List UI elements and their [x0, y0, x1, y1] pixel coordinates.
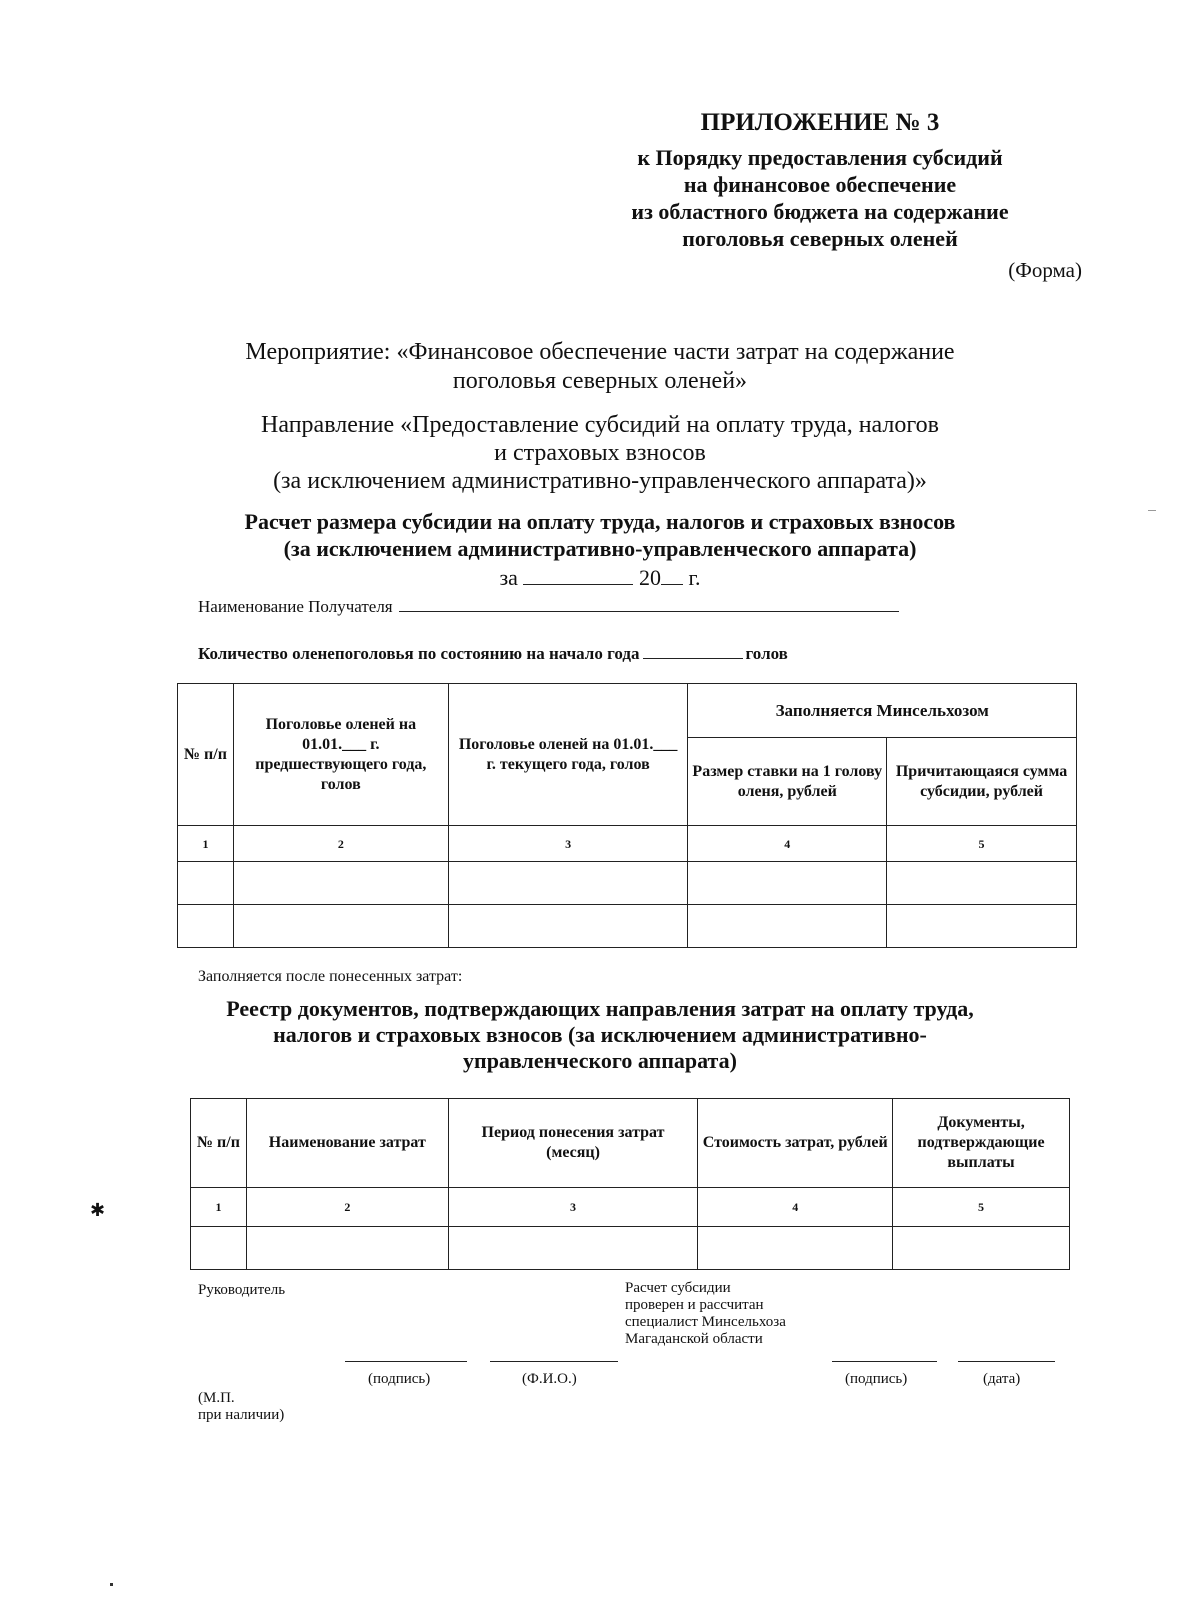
calculation-table [177, 683, 1077, 948]
registry-title [140, 996, 1060, 1074]
table-cell[interactable] [178, 862, 234, 905]
check-line: Расчет субсидии [625, 1280, 731, 1296]
table-cell[interactable] [191, 1227, 247, 1270]
table-cell[interactable] [448, 905, 688, 948]
col-prev-header: Поголовье оленей на 01.01.___ г. предшествующего года, голов [233, 684, 448, 826]
check-line: Магаданской области [625, 1331, 763, 1347]
column-number: 4 [688, 826, 887, 862]
fio-caption: (Ф.И.О.) [522, 1371, 577, 1387]
calculation-title-line: Расчет размера субсидии на оплату труда, налогов и страховых взносов [244, 509, 956, 534]
table-row [178, 905, 1077, 948]
head-label: Руководитель [198, 1282, 286, 1298]
table-cell[interactable] [688, 862, 887, 905]
headcount-unit: голов [745, 644, 788, 663]
period-prefix: за [499, 565, 518, 590]
headcount-label: Количество оленепоголовья по состоянию на начало года [198, 644, 640, 663]
column-number: 2 [233, 826, 448, 862]
column-number: 5 [887, 826, 1077, 862]
table-cell[interactable] [893, 1227, 1070, 1270]
column-number: 1 [191, 1188, 247, 1227]
table-row [178, 862, 1077, 905]
period-line [140, 565, 1060, 591]
measure-line: поголовья северных оленей» [452, 368, 748, 394]
after-costs-note: Заполняется после понесенных затрат: [198, 968, 463, 985]
direction-line: (за исключением административно-управленческого аппарата)» [273, 468, 927, 494]
headcount-field[interactable] [643, 644, 743, 659]
signature-caption: (подпись) [368, 1371, 431, 1387]
check-line: проверен и рассчитан [625, 1297, 764, 1313]
direction-block [140, 411, 1060, 495]
appendix-line: к Порядку предоставления субсидий [637, 145, 1003, 170]
head-fio-line[interactable] [490, 1361, 618, 1362]
column-number: 1 [178, 826, 234, 862]
calculation-title-line: (за исключением административно-управленческого аппарата) [283, 536, 917, 561]
appendix-header [560, 108, 1080, 252]
appendix-line: на финансовое обеспечение [683, 172, 957, 197]
col-sum-header: Причитающаяся сумма субсидии, рублей [887, 738, 1077, 826]
seal-note [198, 1390, 284, 1424]
period-suffix: г. [688, 565, 701, 590]
registry-table [190, 1098, 1070, 1270]
ministry-group-header: Заполняется Минсельхозом [688, 684, 1077, 738]
form-label: (Форма) [1008, 258, 1082, 282]
scan-speck-icon: ✱ [90, 1200, 106, 1220]
table-cell[interactable] [448, 1227, 698, 1270]
col-docs-header: Документы, подтверждающие выплаты [893, 1099, 1070, 1188]
column-number: 5 [893, 1188, 1070, 1227]
col-num-header: № п/п [191, 1099, 247, 1188]
table-cell[interactable] [233, 862, 448, 905]
table-cell[interactable] [448, 862, 688, 905]
recipient-label: Наименование Получателя [198, 597, 393, 616]
measure-block [140, 338, 1060, 396]
specialist-signature-line[interactable] [832, 1361, 937, 1362]
scan-dot-icon [110, 1583, 113, 1586]
head-signature-line[interactable] [345, 1361, 467, 1362]
table-row [191, 1227, 1070, 1270]
recipient-field[interactable] [399, 597, 899, 612]
col-period-header: Период понесения затрат (месяц) [448, 1099, 698, 1188]
appendix-title: ПРИЛОЖЕНИЕ № 3 [700, 109, 940, 136]
col-name-header: Наименование затрат [246, 1099, 448, 1188]
year-blank-field[interactable] [661, 566, 683, 585]
date-line[interactable] [958, 1361, 1055, 1362]
period-year: 20 [638, 565, 661, 590]
registry-title-line: Реестр документов, подтверждающих направления затрат на оплату труда, [226, 996, 974, 1021]
table-cell[interactable] [688, 905, 887, 948]
period-blank-field[interactable] [523, 566, 633, 585]
scan-tick-icon [1148, 510, 1156, 511]
column-number: 4 [698, 1188, 893, 1227]
table-cell[interactable] [887, 862, 1077, 905]
registry-title-line: налогов и страховых взносов (за исключением административно- [273, 1022, 927, 1047]
measure-line: Мероприятие: «Финансовое обеспечение части затрат на содержание [245, 339, 955, 365]
calculation-title [140, 508, 1060, 562]
direction-line: и страховых взносов [494, 440, 706, 466]
table-cell[interactable] [698, 1227, 893, 1270]
seal-note-line: при наличии) [198, 1407, 285, 1423]
seal-note-line: (М.П. [198, 1390, 235, 1406]
table-cell[interactable] [178, 905, 234, 948]
table-cell[interactable] [246, 1227, 448, 1270]
column-number: 3 [448, 826, 688, 862]
col-num-header: № п/п [178, 684, 234, 826]
direction-line: Направление «Предоставление субсидий на оплату труда, налогов [261, 412, 939, 438]
check-line: специалист Минсельхоза [625, 1314, 786, 1330]
headcount-line [198, 644, 788, 664]
column-number: 2 [246, 1188, 448, 1227]
check-block [625, 1280, 786, 1348]
col-rate-header: Размер ставки на 1 голову оленя, рублей [688, 738, 887, 826]
table-cell[interactable] [887, 905, 1077, 948]
appendix-line: из областного бюджета на содержание [631, 199, 1009, 224]
column-number: 3 [448, 1188, 698, 1227]
date-caption: (дата) [983, 1371, 1021, 1387]
table-cell[interactable] [233, 905, 448, 948]
recipient-line [198, 597, 899, 617]
registry-title-line: управленческого аппарата) [463, 1048, 737, 1073]
appendix-line: поголовья северных оленей [682, 226, 958, 251]
signature-caption: (подпись) [845, 1371, 908, 1387]
col-cost-header: Стоимость затрат, рублей [698, 1099, 893, 1188]
col-curr-header: Поголовье оленей на 01.01.___ г. текущего года, голов [448, 684, 688, 826]
